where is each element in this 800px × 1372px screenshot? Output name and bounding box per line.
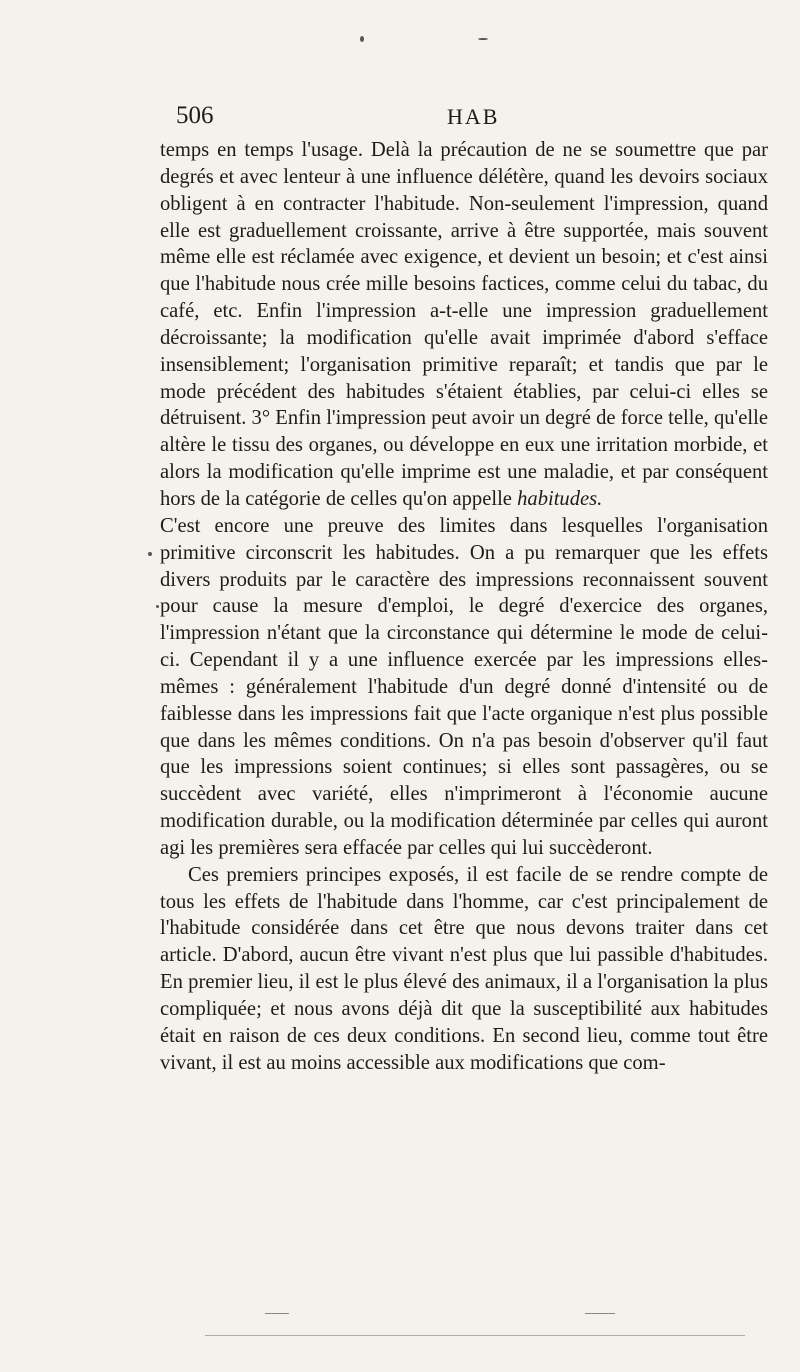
bottom-rule (265, 1313, 289, 1314)
ink-speck (148, 552, 152, 556)
bottom-rule (585, 1313, 615, 1314)
ink-speck (360, 36, 364, 42)
page-header (176, 102, 766, 136)
paragraph (160, 137, 768, 513)
body-text (160, 137, 768, 1077)
running-head: HAB (447, 104, 500, 129)
bottom-rule (205, 1335, 745, 1336)
paragraph: C'est encore une preuve des limites dans lesquelles l'organisation primitive circonscrit les habitudes. On a pu remarquer que les effets divers produits par le caractère des impressions reconnaissent souvent pour cause la mesure d'emploi, le degré d'exercice des organes, l'impression n'étant que la circonstance qui détermine le mode de celui-ci. Cependant il y a une influence exercée par les impressions elles-mêmes : généralement l'habitude d'un degré donné d'intensité ou de faiblesse dans les impressions fait que l'acte organique n'est plus possible que dans les mêmes conditions. On n'a pas besoin d'observer qu'il faut que les impressions soient continues; si elles sont passagères, ou se succèdent avec variété, elles n'imprimeront à l'économie aucune modification durable, ou la modification déterminée par celles qui auront agi les premières sera effacée par celles qui lui succèderont. (160, 514, 768, 859)
italic-term: habitudes. (517, 487, 603, 510)
paragraph: Ces premiers principes exposés, il est facile de se rendre compte de tous les effets de l'habitude dans l'homme, car c'est principalement de l'habitude considérée dans cet être que nous devons traiter dans cet article. D'abord, aucun être vivant n'est plus que lui passible d'habitudes. En premier lieu, il est le plus élevé des animaux, il a l'organisation la plus compliquée; et nous avons déjà dit que la susceptibilité aux habitudes était en raison de ces deux conditions. En second lieu, comme tout être vivant, il est au moins accessible aux modifications que com- (160, 863, 768, 1074)
paragraph-text: temps en temps l'usage. Delà la précaution de ne se soumettre que par degrés et avec lenteur à une influence délétère, quand les devoirs sociaux obligent à en contracter l'habitude. Non-seulement l'impression, quand elle est graduellement croissante, arrive à être supportée, mais souvent même elle est réclamée avec exigence, et devient un besoin; et c'est ainsi que l'habitude nous crée mille besoins factices, comme celui du tabac, du café, etc. Enfin l'impression a-t-elle une impression graduellement décroissante; la modification qu'elle avait imprimée d'abord s'efface insensiblement; l'organisation primitive reparaît; et tandis que par le mode précédent des habitudes s'étaient établies, par celui-ci elles se détruisent. 3° Enfin l'impression peut avoir un degré de force telle, qu'elle altère le tissu des organes, ou développe en eux une irritation morbide, et alors la modification qu'elle imprime est une maladie, et par conséquent hors de la catégorie de celles qu'on appelle (160, 139, 768, 510)
ink-speck (156, 605, 159, 608)
page-number: 506 (176, 102, 214, 129)
ink-speck (478, 38, 488, 40)
